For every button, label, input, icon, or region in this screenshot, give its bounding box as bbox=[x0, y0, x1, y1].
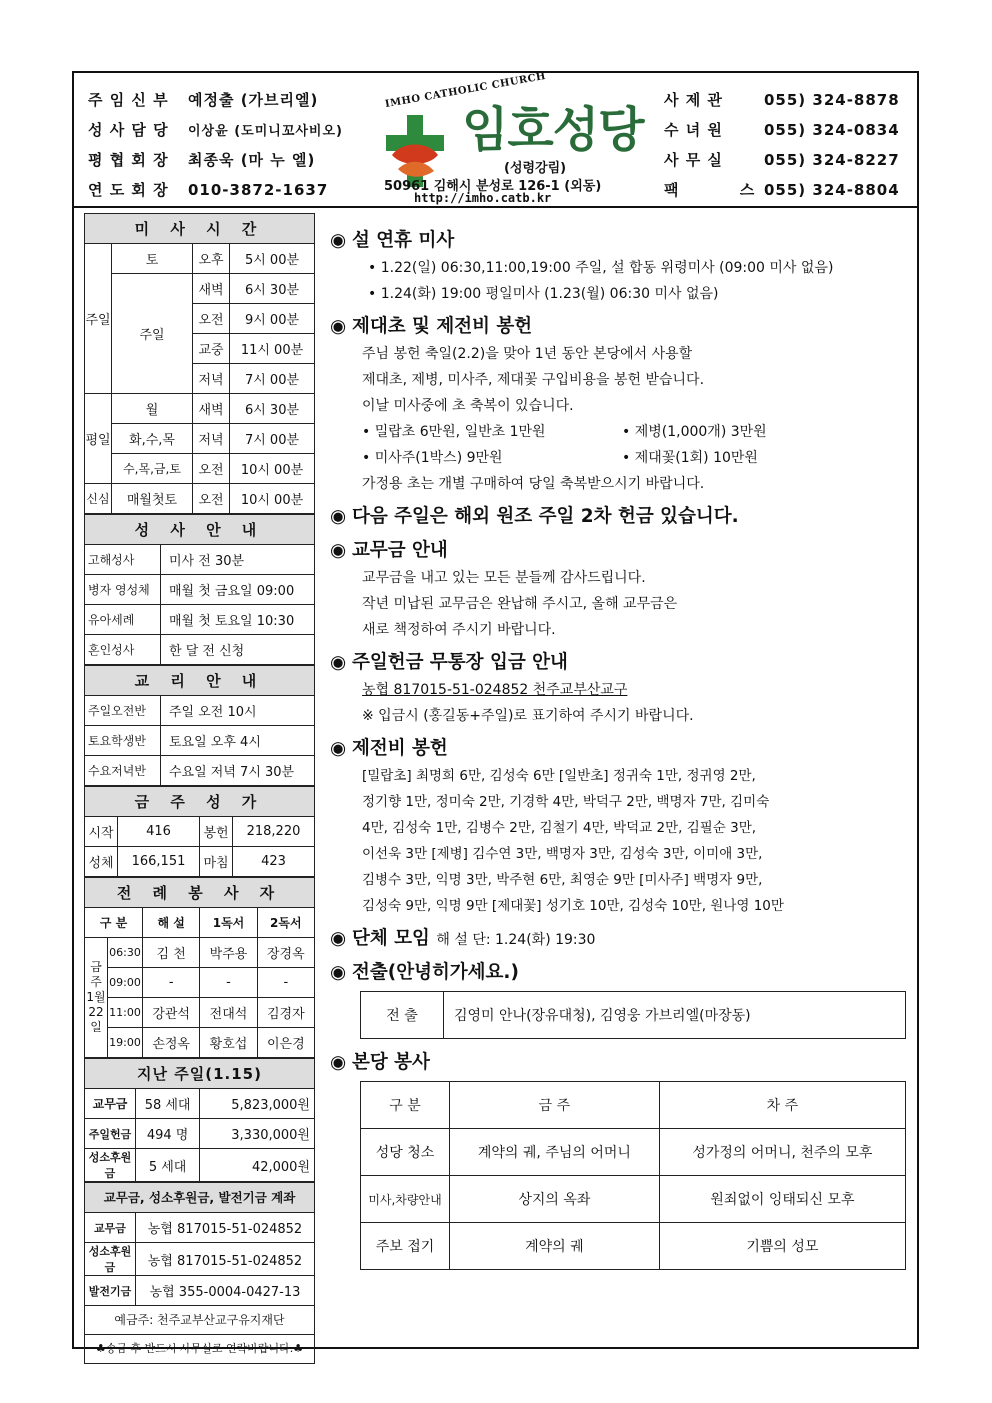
offering-label: 성소후원금 bbox=[85, 1149, 136, 1182]
mass-day: 화,수,목 bbox=[112, 424, 193, 454]
mass-time: 6시 30분 bbox=[230, 274, 315, 304]
service-this-week: 계약의 궤, 주님의 어머니 bbox=[450, 1129, 660, 1176]
bullet-icon: ◉ bbox=[330, 316, 347, 337]
contact-value: 055) 324-8878 bbox=[764, 91, 900, 109]
service-label: 미사,차량안내 bbox=[361, 1176, 450, 1223]
servers-head: 2독서 bbox=[257, 908, 314, 938]
sacrament-label: 고해성사 bbox=[85, 545, 161, 575]
notice-text: 제대초, 제병, 미사주, 제대꽃 구입비용을 봉헌 받습니다. bbox=[362, 372, 705, 388]
bullet-icon: ◉ bbox=[330, 1052, 347, 1073]
mass-times-title: 미 사 시 간 bbox=[84, 213, 315, 243]
sacrament-value: 매월 첫 금요일 09:00 bbox=[161, 575, 315, 605]
servers-week: 금주 1월 22일 bbox=[85, 938, 108, 1058]
notice-title: 주일헌금 무통장 입금 안내 bbox=[352, 652, 568, 673]
mass-day: 월 bbox=[112, 394, 193, 424]
bullet-icon: ◉ bbox=[330, 738, 347, 759]
service-next-week: 성가정의 어머니, 천주의 모후 bbox=[659, 1129, 905, 1176]
staff-value: 010-3872-1637 bbox=[188, 181, 329, 199]
mass-time: 6시 30분 bbox=[230, 394, 315, 424]
doctrine-label: 주일오전반 bbox=[85, 696, 161, 726]
server-reader1: - bbox=[200, 968, 257, 998]
notice-item: • 제병(1,000개) 3만원 bbox=[622, 424, 767, 440]
doctrine-label: 수요저녁반 bbox=[85, 756, 161, 786]
donor-line: 정기향 1만, 정미숙 2만, 기경학 4만, 박덕구 2만, 백명자 7만, 김미숙 bbox=[362, 794, 770, 810]
notice-altar-offering bbox=[330, 313, 910, 341]
notice-text: 새로 책정하여 주시기 바랍니다. bbox=[362, 622, 556, 638]
service-head: 구 분 bbox=[361, 1082, 450, 1129]
notice-title: 교무금 안내 bbox=[352, 540, 448, 561]
notice-title: 단체 모임 bbox=[352, 928, 430, 949]
bullet-icon: ◉ bbox=[330, 506, 347, 527]
mass-period: 새벽 bbox=[193, 394, 230, 424]
account-number: 농협 817015-51-024852 bbox=[136, 1243, 315, 1276]
contact-value: 055) 324-8227 bbox=[764, 151, 900, 169]
server-time: 11:00 bbox=[108, 998, 143, 1028]
bullet-icon: ◉ bbox=[330, 652, 347, 673]
mass-times-table bbox=[84, 243, 315, 514]
mass-period: 교중 bbox=[193, 334, 230, 364]
notice-offering-donors bbox=[330, 735, 910, 763]
notice-title: 다음 주일은 해외 원조 주일 2차 헌금 있습니다. bbox=[352, 506, 739, 527]
mass-day: 주일 bbox=[112, 274, 193, 394]
hymn-number: 423 bbox=[233, 847, 315, 877]
notice-title: 제대초 및 제전비 봉헌 bbox=[352, 316, 533, 337]
notice-text: 이날 미사중에 초 축복이 있습니다. bbox=[362, 398, 574, 414]
offering-label: 교무금 bbox=[85, 1089, 136, 1119]
contact-label: 사 무 실 bbox=[664, 151, 723, 169]
mass-time: 7시 00분 bbox=[230, 364, 315, 394]
sacrament-label: 병자 영성체 bbox=[85, 575, 161, 605]
servers-head: 구 분 bbox=[85, 908, 143, 938]
offering-label: 주일헌금 bbox=[85, 1119, 136, 1149]
server-reader2: 이은경 bbox=[257, 1028, 314, 1058]
account-label: 성소후원금 bbox=[85, 1243, 136, 1276]
mass-period: 오전 bbox=[193, 454, 230, 484]
doctrine-value: 수요일 저녁 7시 30분 bbox=[161, 756, 315, 786]
left-column bbox=[84, 213, 315, 1364]
service-next-week: 기쁨의 성모 bbox=[659, 1223, 905, 1270]
contact-value: 055) 324-0834 bbox=[764, 121, 900, 139]
hymn-label: 성체 bbox=[85, 847, 118, 877]
deposit-account: 농협 817015-51-024852 천주교부산교구 bbox=[362, 682, 628, 698]
mass-time: 10시 00분 bbox=[230, 454, 315, 484]
server-time: 19:00 bbox=[108, 1028, 143, 1058]
staff-label: 연 도 회 장 bbox=[88, 181, 169, 199]
mass-day: 매월첫토 bbox=[112, 484, 193, 514]
right-column bbox=[330, 221, 910, 1270]
service-head: 금 주 bbox=[450, 1082, 660, 1129]
account-number: 농협 817015-51-024852 bbox=[136, 1213, 315, 1243]
hymn-number: 218,220 bbox=[233, 817, 315, 847]
servers-title: 전 례 봉 사 자 bbox=[84, 877, 315, 907]
mass-period: 새벽 bbox=[193, 274, 230, 304]
notice-line: • 1.22(일) 06:30,11:00,19:00 주일, 설 합동 위령미사 (09:00 미사 없음) bbox=[368, 260, 834, 276]
notice-title: 제전비 봉헌 bbox=[352, 738, 448, 759]
donor-line: 4만, 김성숙 1만, 김병수 2만, 김철기 4만, 박덕교 2만, 김필순 3만, bbox=[362, 820, 757, 836]
servers-head: 해 설 bbox=[143, 908, 200, 938]
server-reader1: 전대석 bbox=[200, 998, 257, 1028]
notice-transfer-out bbox=[330, 959, 910, 987]
accounts-table bbox=[84, 1212, 315, 1306]
church-en-name: IMHO CATHOLIC CHURCH bbox=[384, 70, 547, 111]
sacrament-value: 한 달 전 신청 bbox=[161, 635, 315, 665]
mass-period: 오전 bbox=[193, 304, 230, 334]
staff-value: 최종욱 (마 누 엘) bbox=[188, 151, 316, 169]
notice-item: • 제대꽃(1회) 10만원 bbox=[622, 450, 758, 466]
hymns-title: 금 주 성 가 bbox=[84, 786, 315, 816]
notice-holiday-mass bbox=[330, 227, 910, 255]
notice-text: 해 설 단: 1.24(화) 19:30 bbox=[436, 932, 596, 948]
server-time: 06:30 bbox=[108, 938, 143, 968]
bullet-icon: ◉ bbox=[330, 928, 347, 949]
church-name: 임호성당 bbox=[462, 102, 644, 158]
hymn-label: 시작 bbox=[85, 817, 118, 847]
servers-table bbox=[84, 907, 315, 1058]
notice-bank-deposit bbox=[330, 649, 910, 677]
hymn-label: 마침 bbox=[200, 847, 233, 877]
offering-count: 494 명 bbox=[136, 1119, 200, 1149]
offering-count: 5 세대 bbox=[136, 1149, 200, 1182]
service-head: 차 주 bbox=[659, 1082, 905, 1129]
header-staff bbox=[88, 85, 368, 205]
church-url-link[interactable]: http://imho.catb.kr bbox=[414, 191, 552, 205]
notice-parish-service bbox=[330, 1049, 910, 1077]
doctrine-table bbox=[84, 695, 315, 786]
donor-line: [밀랍초] 최명희 6만, 김성숙 6만 [일반초] 정귀숙 1만, 정귀영 2만, bbox=[362, 768, 756, 784]
group-label: 주일 bbox=[85, 244, 112, 394]
bullet-icon: ◉ bbox=[330, 540, 347, 561]
staff-value: 이상윤 (도미니꼬사비오) bbox=[188, 124, 343, 139]
notice-line: • 1.24(화) 19:00 평일미사 (1.23(월) 06:30 미사 없음) bbox=[368, 286, 719, 302]
notice-text: 주님 봉헌 축일(2.2)을 맞아 1년 동안 본당에서 사용할 bbox=[362, 346, 693, 362]
doctrine-value: 주일 오전 10시 bbox=[161, 696, 315, 726]
sacrament-label: 유아세례 bbox=[85, 605, 161, 635]
contact-label: 팩 스 bbox=[664, 181, 783, 199]
mass-period: 오전 bbox=[193, 484, 230, 514]
bullet-icon: ◉ bbox=[330, 230, 347, 251]
transfer-notice: ♣송금 후 반드시 사무실로 연락바랍니다.♣ bbox=[84, 1335, 315, 1364]
hymn-number: 166,151 bbox=[118, 847, 200, 877]
staff-label: 주 임 신 부 bbox=[88, 91, 169, 109]
notice-text: 1.24(화) 19:00 평일미사 (1.23(월) 06:30 미사 없음) bbox=[380, 286, 719, 302]
doctrine-value: 토요일 오후 4시 bbox=[161, 726, 315, 756]
donor-line: 김병수 3만, 익명 3만, 박주현 6만, 최영순 9만 [미사주] 백명자 9만, bbox=[362, 872, 763, 888]
mass-period: 오후 bbox=[193, 244, 230, 274]
doctrine-label: 토요학생반 bbox=[85, 726, 161, 756]
last-week-title: 지난 주일(1.15) bbox=[84, 1058, 315, 1088]
offering-amount: 3,330,000원 bbox=[200, 1119, 315, 1149]
staff-label: 성 사 담 당 bbox=[88, 121, 169, 139]
transfer-table bbox=[360, 991, 906, 1039]
service-label: 주보 접기 bbox=[361, 1223, 450, 1270]
hymns-table bbox=[84, 816, 315, 877]
bullet-icon: ◉ bbox=[330, 962, 347, 983]
accounts-title: 교무금, 성소후원금, 발전기금 계좌 bbox=[84, 1182, 315, 1212]
sacraments-table bbox=[84, 544, 315, 665]
last-week-table bbox=[84, 1088, 315, 1182]
group-label: 신심 bbox=[85, 484, 112, 514]
staff-label: 평 협 회 장 bbox=[88, 151, 169, 169]
bulletin-frame bbox=[72, 70, 919, 1355]
mass-time: 11시 00분 bbox=[230, 334, 315, 364]
offering-amount: 5,823,000원 bbox=[200, 1089, 315, 1119]
church-logo bbox=[364, 70, 654, 206]
notice-item: • 밀랍초 6만원, 일반초 1만원 bbox=[362, 424, 546, 440]
server-reader1: 박주용 bbox=[200, 938, 257, 968]
notice-dues bbox=[330, 537, 910, 565]
notice-item: • 미사주(1박스) 9만원 bbox=[362, 450, 503, 466]
service-table bbox=[360, 1081, 906, 1270]
mass-day: 수,목,금,토 bbox=[112, 454, 193, 484]
server-commentator: 김 천 bbox=[143, 938, 200, 968]
sacrament-value: 미사 전 30분 bbox=[161, 545, 315, 575]
church-subtitle: (성령강림) bbox=[504, 161, 567, 176]
hymn-number: 416 bbox=[118, 817, 200, 847]
mass-period: 저녁 bbox=[193, 424, 230, 454]
notice-group-meeting bbox=[330, 925, 910, 953]
mass-time: 7시 00분 bbox=[230, 424, 315, 454]
notice-title: 본당 봉사 bbox=[352, 1052, 430, 1073]
server-reader1: 황호섭 bbox=[200, 1028, 257, 1058]
service-this-week: 상지의 옥좌 bbox=[450, 1176, 660, 1223]
notice-items-row bbox=[330, 445, 910, 471]
service-label: 성당 청소 bbox=[361, 1129, 450, 1176]
server-reader2: - bbox=[257, 968, 314, 998]
notice-text: 교무금을 내고 있는 모든 분들께 감사드립니다. bbox=[362, 570, 646, 586]
mass-day: 토 bbox=[112, 244, 193, 274]
offering-amount: 42,000원 bbox=[200, 1149, 315, 1182]
account-number: 농협 355-0004-0427-13 bbox=[136, 1276, 315, 1306]
sacrament-label: 혼인성사 bbox=[85, 635, 161, 665]
mass-period: 저녁 bbox=[193, 364, 230, 394]
hymn-label: 봉헌 bbox=[200, 817, 233, 847]
service-next-week: 원죄없이 잉태되신 모후 bbox=[659, 1176, 905, 1223]
contact-value: 055) 324-8804 bbox=[764, 181, 900, 199]
donor-line: 이선욱 3만 [제병] 김수연 3만, 백명자 3만, 김성숙 3만, 이미애 3만, bbox=[362, 846, 763, 862]
service-this-week: 계약의 궤 bbox=[450, 1223, 660, 1270]
server-time: 09:00 bbox=[108, 968, 143, 998]
offering-count: 58 세대 bbox=[136, 1089, 200, 1119]
notice-items-row bbox=[330, 419, 910, 445]
group-label: 평일 bbox=[85, 394, 112, 484]
account-label: 교무금 bbox=[85, 1213, 136, 1243]
sacrament-value: 매월 첫 토요일 10:30 bbox=[161, 605, 315, 635]
server-commentator: 강관석 bbox=[143, 998, 200, 1028]
notice-text: 가정용 초는 개별 구매하여 당일 축복받으시기 바랍니다. bbox=[362, 476, 705, 492]
transfer-label: 전 출 bbox=[361, 992, 444, 1039]
notice-text: ※ 입금시 (홍길동+주일)로 표기하여 주시기 바랍니다. bbox=[362, 708, 694, 724]
server-reader2: 김경자 bbox=[257, 998, 314, 1028]
notice-text: 작년 미납된 교무금은 완납해 주시고, 올해 교무금은 bbox=[362, 596, 678, 612]
notice-title: 설 연휴 미사 bbox=[352, 230, 455, 251]
mass-time: 10시 00분 bbox=[230, 484, 315, 514]
header-contacts bbox=[664, 85, 914, 205]
mass-time: 9시 00분 bbox=[230, 304, 315, 334]
mass-time: 5시 00분 bbox=[230, 244, 315, 274]
contact-label: 수 녀 원 bbox=[664, 121, 723, 139]
server-commentator: 손정옥 bbox=[143, 1028, 200, 1058]
church-address: 50961 김해시 분성로 126-1 (외동) bbox=[384, 179, 602, 194]
notice-text: 1.22(일) 06:30,11:00,19:00 주일, 설 합동 위령미사 (09:00 미사 없음) bbox=[380, 260, 834, 276]
account-holder: 예금주: 천주교부산교구유지재단 bbox=[84, 1306, 315, 1335]
contact-label: 사 제 관 bbox=[664, 91, 723, 109]
doctrine-title: 교 리 안 내 bbox=[84, 665, 315, 695]
donor-line: 김성숙 9만, 익명 9만 [제대꽃] 성기호 10만, 김성숙 10만, 원나영 10만 bbox=[362, 898, 784, 914]
notice-title: 전출(안녕히가세요.) bbox=[352, 962, 519, 983]
staff-value: 예정출 (가브리엘) bbox=[188, 91, 319, 109]
server-commentator: - bbox=[143, 968, 200, 998]
transfer-names: 김영미 안나(장유대청), 김영웅 가브리엘(마장동) bbox=[444, 992, 906, 1039]
account-label: 발전기금 bbox=[85, 1276, 136, 1306]
notice-second-collection bbox=[330, 503, 910, 531]
sacraments-title: 성 사 안 내 bbox=[84, 514, 315, 544]
servers-head: 1독서 bbox=[200, 908, 257, 938]
header bbox=[74, 70, 917, 208]
server-reader2: 장경옥 bbox=[257, 938, 314, 968]
